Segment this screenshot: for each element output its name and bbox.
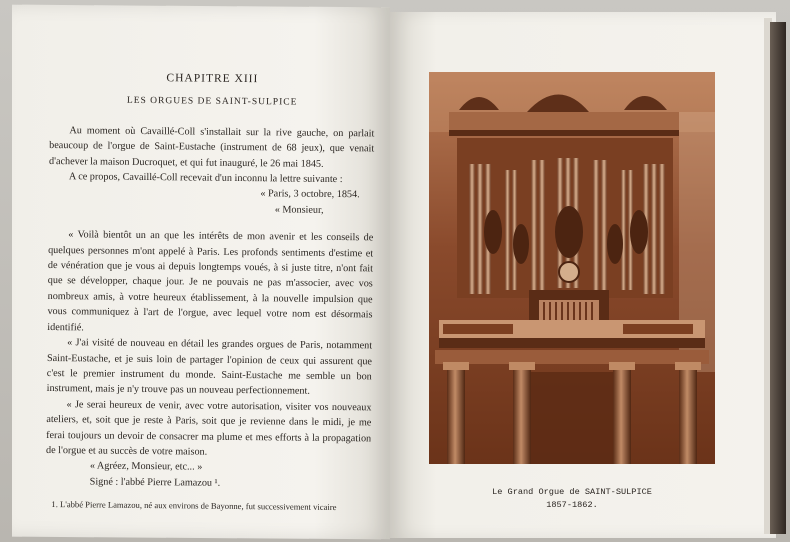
letter-paragraph: « Je serai heureux de venir, avec votre autorisation, visiter vos nouveaux ateliers, et, soit que je reste à Paris, soit que je revienne dans le midi, je me ferai toujours un devoir de consacrer ma plume et mes efforts à la propagation de l'orgue et au succès de votre maison. bbox=[45, 398, 372, 458]
left-page-text bbox=[45, 70, 375, 525]
organ-photograph bbox=[429, 72, 715, 464]
chapter-heading: CHAPITRE XIII bbox=[166, 72, 259, 86]
paragraph: Au moment où Cavaillé-Coll s'installait sur la rive gauche, on parlait beaucoup de l'orgue de Saint-Eustache (instrument de 68 jeux), que venait d'achever la maison Ducroquet, et qui fut inauguré, le 26 mai 1845. bbox=[48, 125, 375, 170]
letter-signature: Signé : l'abbé Pierre Lamazou ¹. bbox=[89, 476, 221, 489]
photo-caption bbox=[438, 486, 706, 512]
book-cover-edge bbox=[770, 22, 786, 534]
paragraph: A ce propos, Cavaillé-Coll recevait d'un inconnu la lettre suivante : bbox=[68, 171, 343, 186]
caption-title: Le Grand Orgue de SAINT-SULPICE bbox=[492, 487, 652, 497]
letter-salutation: « Monsieur, bbox=[274, 204, 324, 216]
caption-dates: 1857-1862. bbox=[546, 500, 598, 510]
letter-paragraph: « Voilà bientôt un an que les intérêts de mon avenir et les conseils de quelques personnes m'ont appelé à Paris. Les profonds sentiments d'estime et de vénération que je vous ai depuis longtemps voués, à si juste titre, n'ont fait que se développer, chaque jour. Je ne pouvais ne pas m'associer, avec vos nombreux amis, à votre heureux établissement, à la nouvelle impulsion que vous communiquez à l'art de l'orgue, avec lequel votre nom est désormais identifié. bbox=[47, 229, 374, 334]
letter-closing: « Agréez, Monsieur, etc... » bbox=[89, 460, 203, 473]
letter-date: « Paris, 3 octobre, 1854. bbox=[260, 188, 360, 201]
footnote: 1. L'abbé Pierre Lamazou, né aux environs de Bayonne, fut successivement vicaire bbox=[51, 499, 337, 513]
letter-paragraph: « J'ai visité de nouveau en détail les grandes orgues de Paris, notamment Saint-Eustache, et je suis loin de partager l'opinion de ceux qui assurent que c'est le premier instrument du monde. Saint-Eustache me semble un bon instrument, mais je n'y trouve pas un nouveau perfectionnement. bbox=[46, 337, 373, 398]
chapter-title: LES ORGUES DE SAINT-SULPICE bbox=[126, 96, 298, 108]
